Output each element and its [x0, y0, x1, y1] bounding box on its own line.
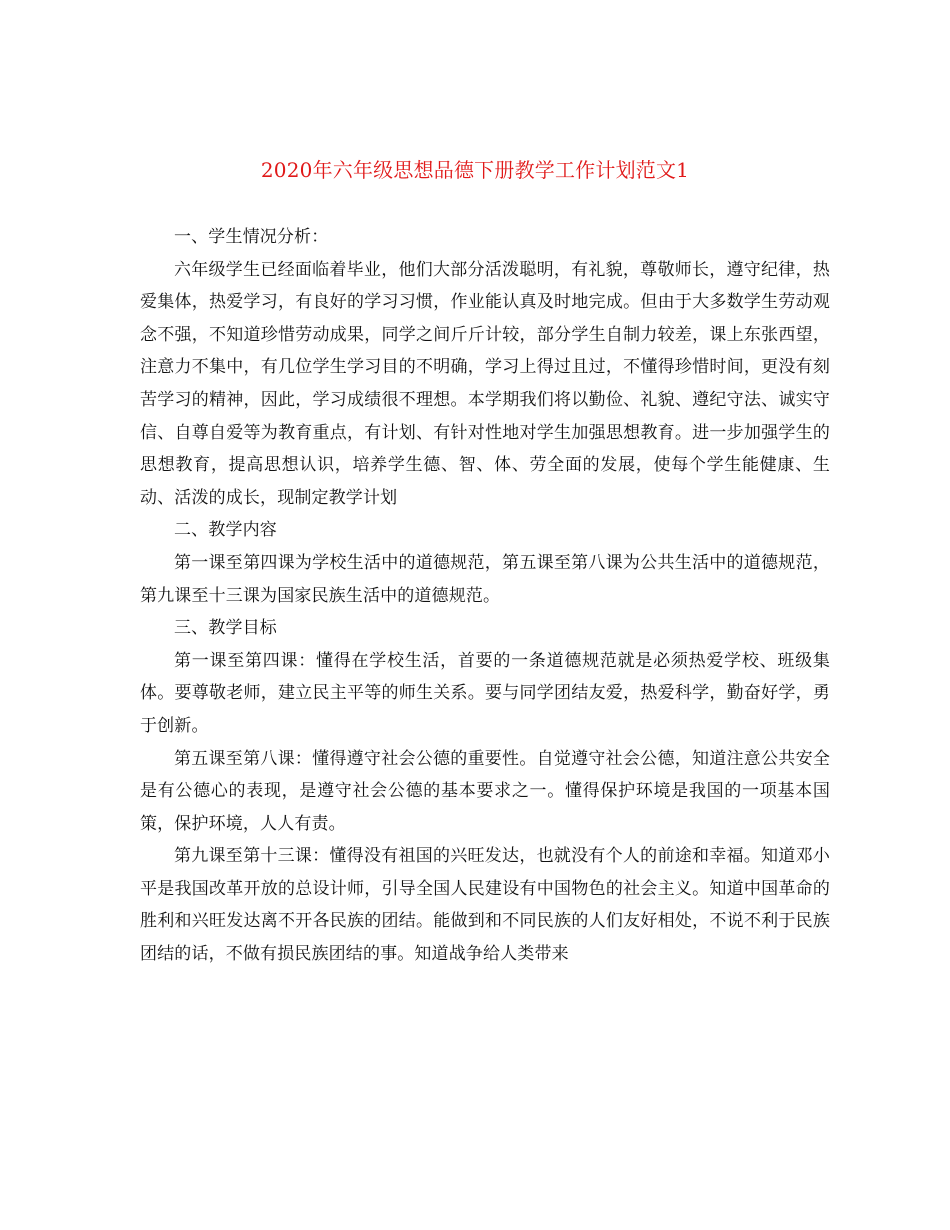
paragraph-goals-lessons-9-13: 第九课至第十三课：懂得没有祖国的兴旺发达，也就没有个人的前途和幸福。知道邓小平是我国改革开放的总设计师，引导全国人民建设有中国物色的社会主义。知道中国革命的胜利和兴旺发达离不开各民族的团结。能做到和不同民族的人们友好相处，不说不利于民族团结的话，不做有损民族团结的事。知道战争给人类带来: [140, 846, 830, 965]
paragraph-student-analysis: 六年级学生已经面临着毕业，他们大部分活泼聪明，有礼貌，尊敬师长，遵守纪律，热爱集体，热爱学习，有良好的学习习惯，作业能认真及时地完成。但由于大多数学生劳动观念不强，不知道珍惜劳动成果，同学之间斤斤计较，部分学生自制力较差，课上东张西望，注意力不集中，有几位学生学习目的不明确，学习上得过且过，不懂得珍惜时间，更没有刻苦学习的精神，因此，学习成绩很不理想。本学期我们将以勤俭、礼貌、遵纪守法、诚实守信、自尊自爱等为教育重点，有计划、有针对性地对学生加强思想教育。进一步加强学生的思想教育，提高思想认识，培养学生德、智、体、劳全面的发展，使每个学生能健康、生动、活泼的成长，现制定教学计划: [140, 259, 830, 508]
section-heading-teaching-content: 二、教学内容: [174, 520, 277, 541]
paragraph-goals-lessons-5-8: 第五课至第八课：懂得遵守社会公德的重要性。自觉遵守社会公德，知道注意公共安全是有公德心的表现，是遵守社会公德的基本要求之一。懂得保护环境是我国的一项基本国策，保护环境，人人有责。: [140, 748, 830, 834]
section-heading-teaching-goals: 三、教学目标: [174, 618, 277, 639]
document-title: 2020年六年级思想品德下册教学工作计划范文1: [260, 158, 690, 183]
paragraph-goals-lessons-1-4: 第一课至第四课：懂得在学校生活，首要的一条道德规范就是必须热爱学校、班级集体。要尊敬老师，建立民主平等的师生关系。要与同学团结友爱，热爱科学，勤奋好学，勇于创新。: [140, 650, 830, 736]
section-heading-student-analysis: 一、学生情况分析：: [174, 227, 329, 247]
paragraph-teaching-content: 第一课至第四课为学校生活中的道德规范，第五课至第八课为公共生活中的道德规范，第九课至十三课为国家民族生活中的道德规范。: [140, 552, 830, 606]
document-body: [140, 221, 830, 971]
